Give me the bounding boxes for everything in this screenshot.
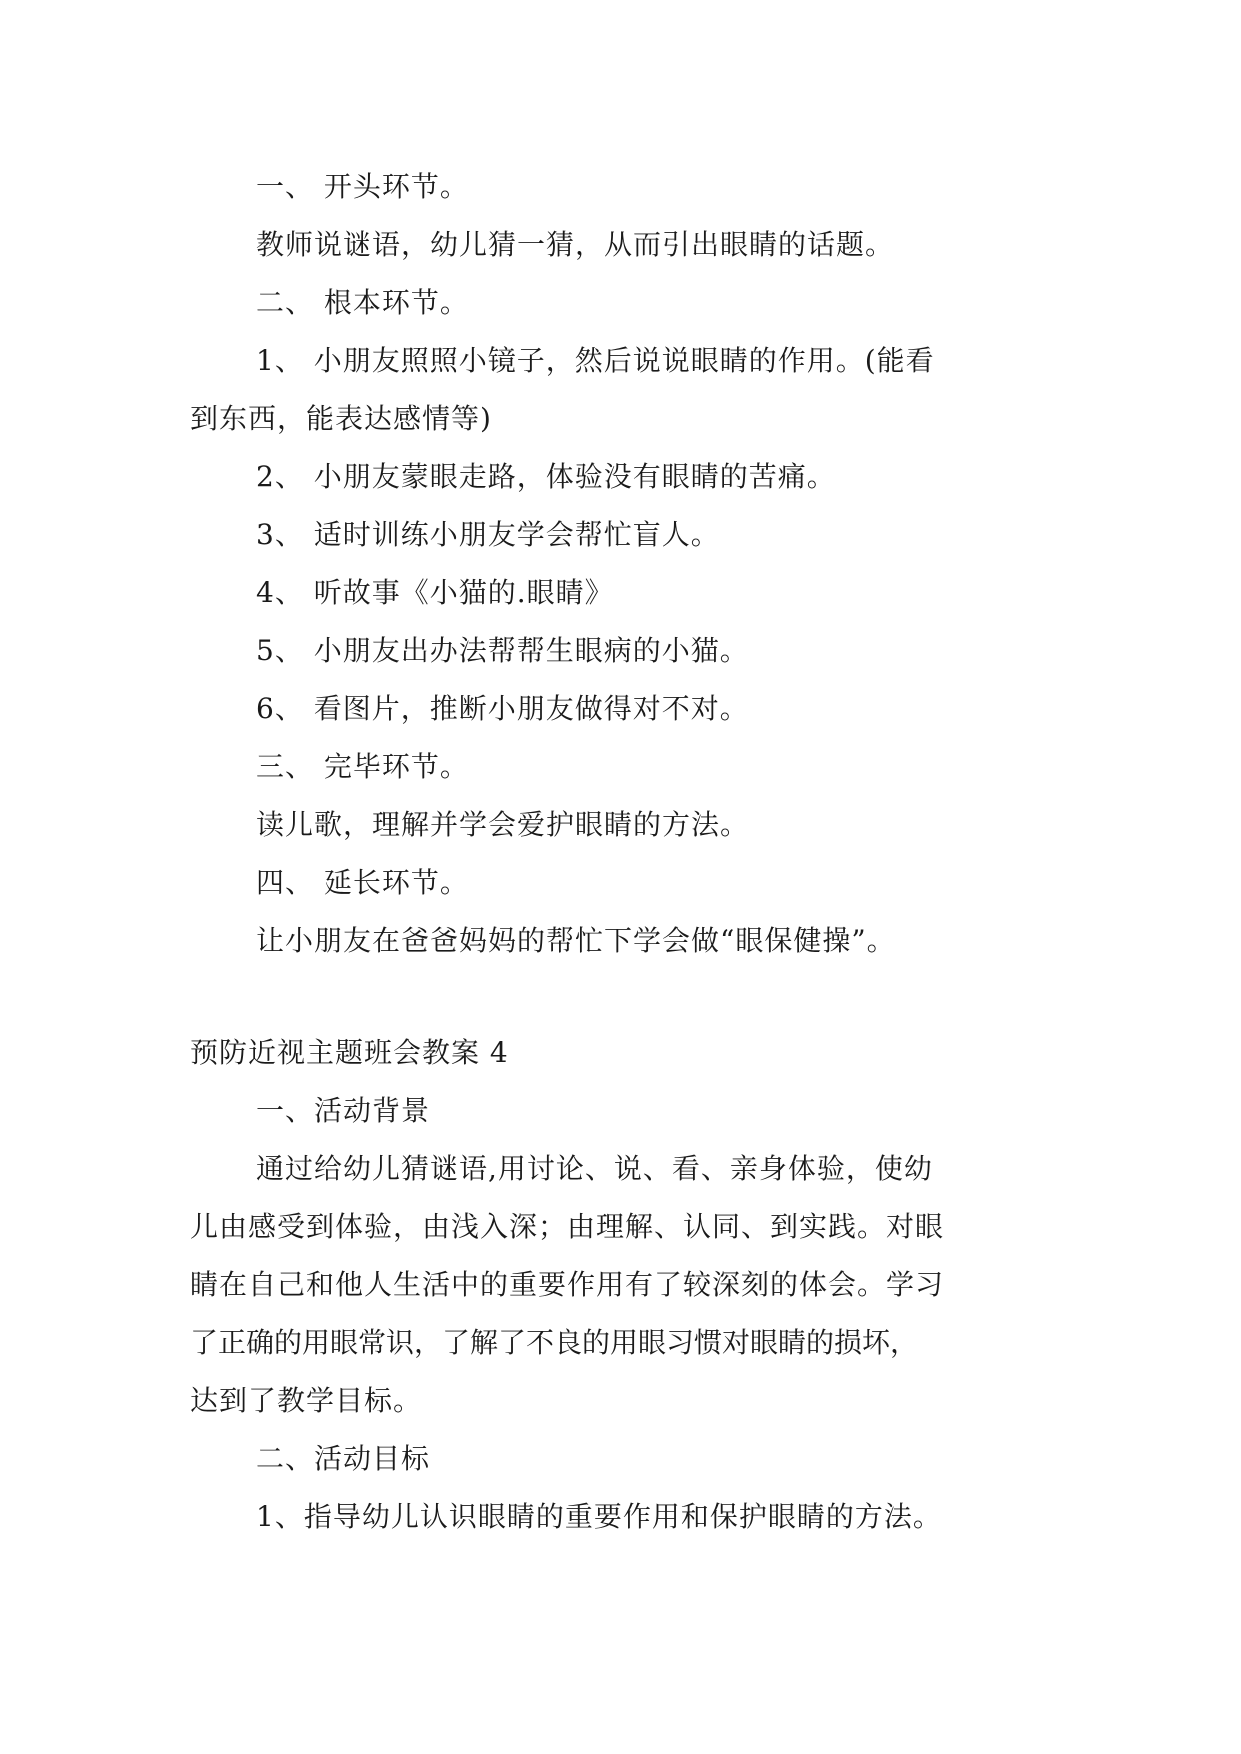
paragraph-closing: 读儿歌，理解并学会爱护眼睛的方法。 bbox=[256, 808, 750, 841]
list-item-6: 6、 看图片，推断小朋友做得对不对。 bbox=[256, 692, 749, 725]
paragraph-background-line-5: 达到了教学目标。 bbox=[190, 1384, 423, 1417]
section-heading-goals: 二、活动目标 bbox=[256, 1442, 431, 1475]
section-heading-basic: 二、 根本环节。 bbox=[256, 286, 469, 319]
list-item-1-line-2: 到东西，能表达感情等) bbox=[190, 402, 492, 435]
section-heading-extension: 四、 延长环节。 bbox=[256, 866, 469, 899]
paragraph-background-line-2: 儿由感受到体验，由浅入深；由理解、认同、到实践。对眼 bbox=[190, 1210, 945, 1243]
section-heading-background: 一、活动背景 bbox=[256, 1094, 431, 1127]
list-item-3: 3、 适时训练小朋友学会帮忙盲人。 bbox=[256, 518, 720, 551]
paragraph-background-line-4: 了正确的用眼常识，了解了不良的用眼习惯对眼睛的损坏， bbox=[190, 1326, 919, 1359]
paragraph-opening: 教师说谜语，幼儿猜一猜，从而引出眼睛的话题。 bbox=[256, 228, 895, 261]
list-item-4: 4、 听故事《小猫的.眼睛》 bbox=[256, 576, 614, 609]
paragraph-extension: 让小朋友在爸爸妈妈的帮忙下学会做“眼保健操”。 bbox=[256, 924, 896, 957]
paragraph-background-line-3: 睛在自己和他人生活中的重要作用有了较深刻的体会。学习 bbox=[190, 1268, 945, 1301]
section-heading-opening: 一、 开头环节。 bbox=[256, 170, 469, 203]
list-item-1-line-1: 1、 小朋友照照小镜子，然后说说眼睛的作用。(能看 bbox=[256, 344, 935, 377]
document-title: 预防近视主题班会教案 4 bbox=[190, 1036, 509, 1069]
paragraph-background-line-1: 通过给幼儿猜谜语,用讨论、说、看、亲身体验，使幼 bbox=[256, 1152, 933, 1185]
goal-item-1: 1、指导幼儿认识眼睛的重要作用和保护眼睛的方法。 bbox=[256, 1500, 942, 1533]
list-item-5: 5、 小朋友出办法帮帮生眼病的小猫。 bbox=[256, 634, 749, 667]
section-heading-closing: 三、 完毕环节。 bbox=[256, 750, 469, 783]
list-item-2: 2、 小朋友蒙眼走路，体验没有眼睛的苦痛。 bbox=[256, 460, 836, 493]
